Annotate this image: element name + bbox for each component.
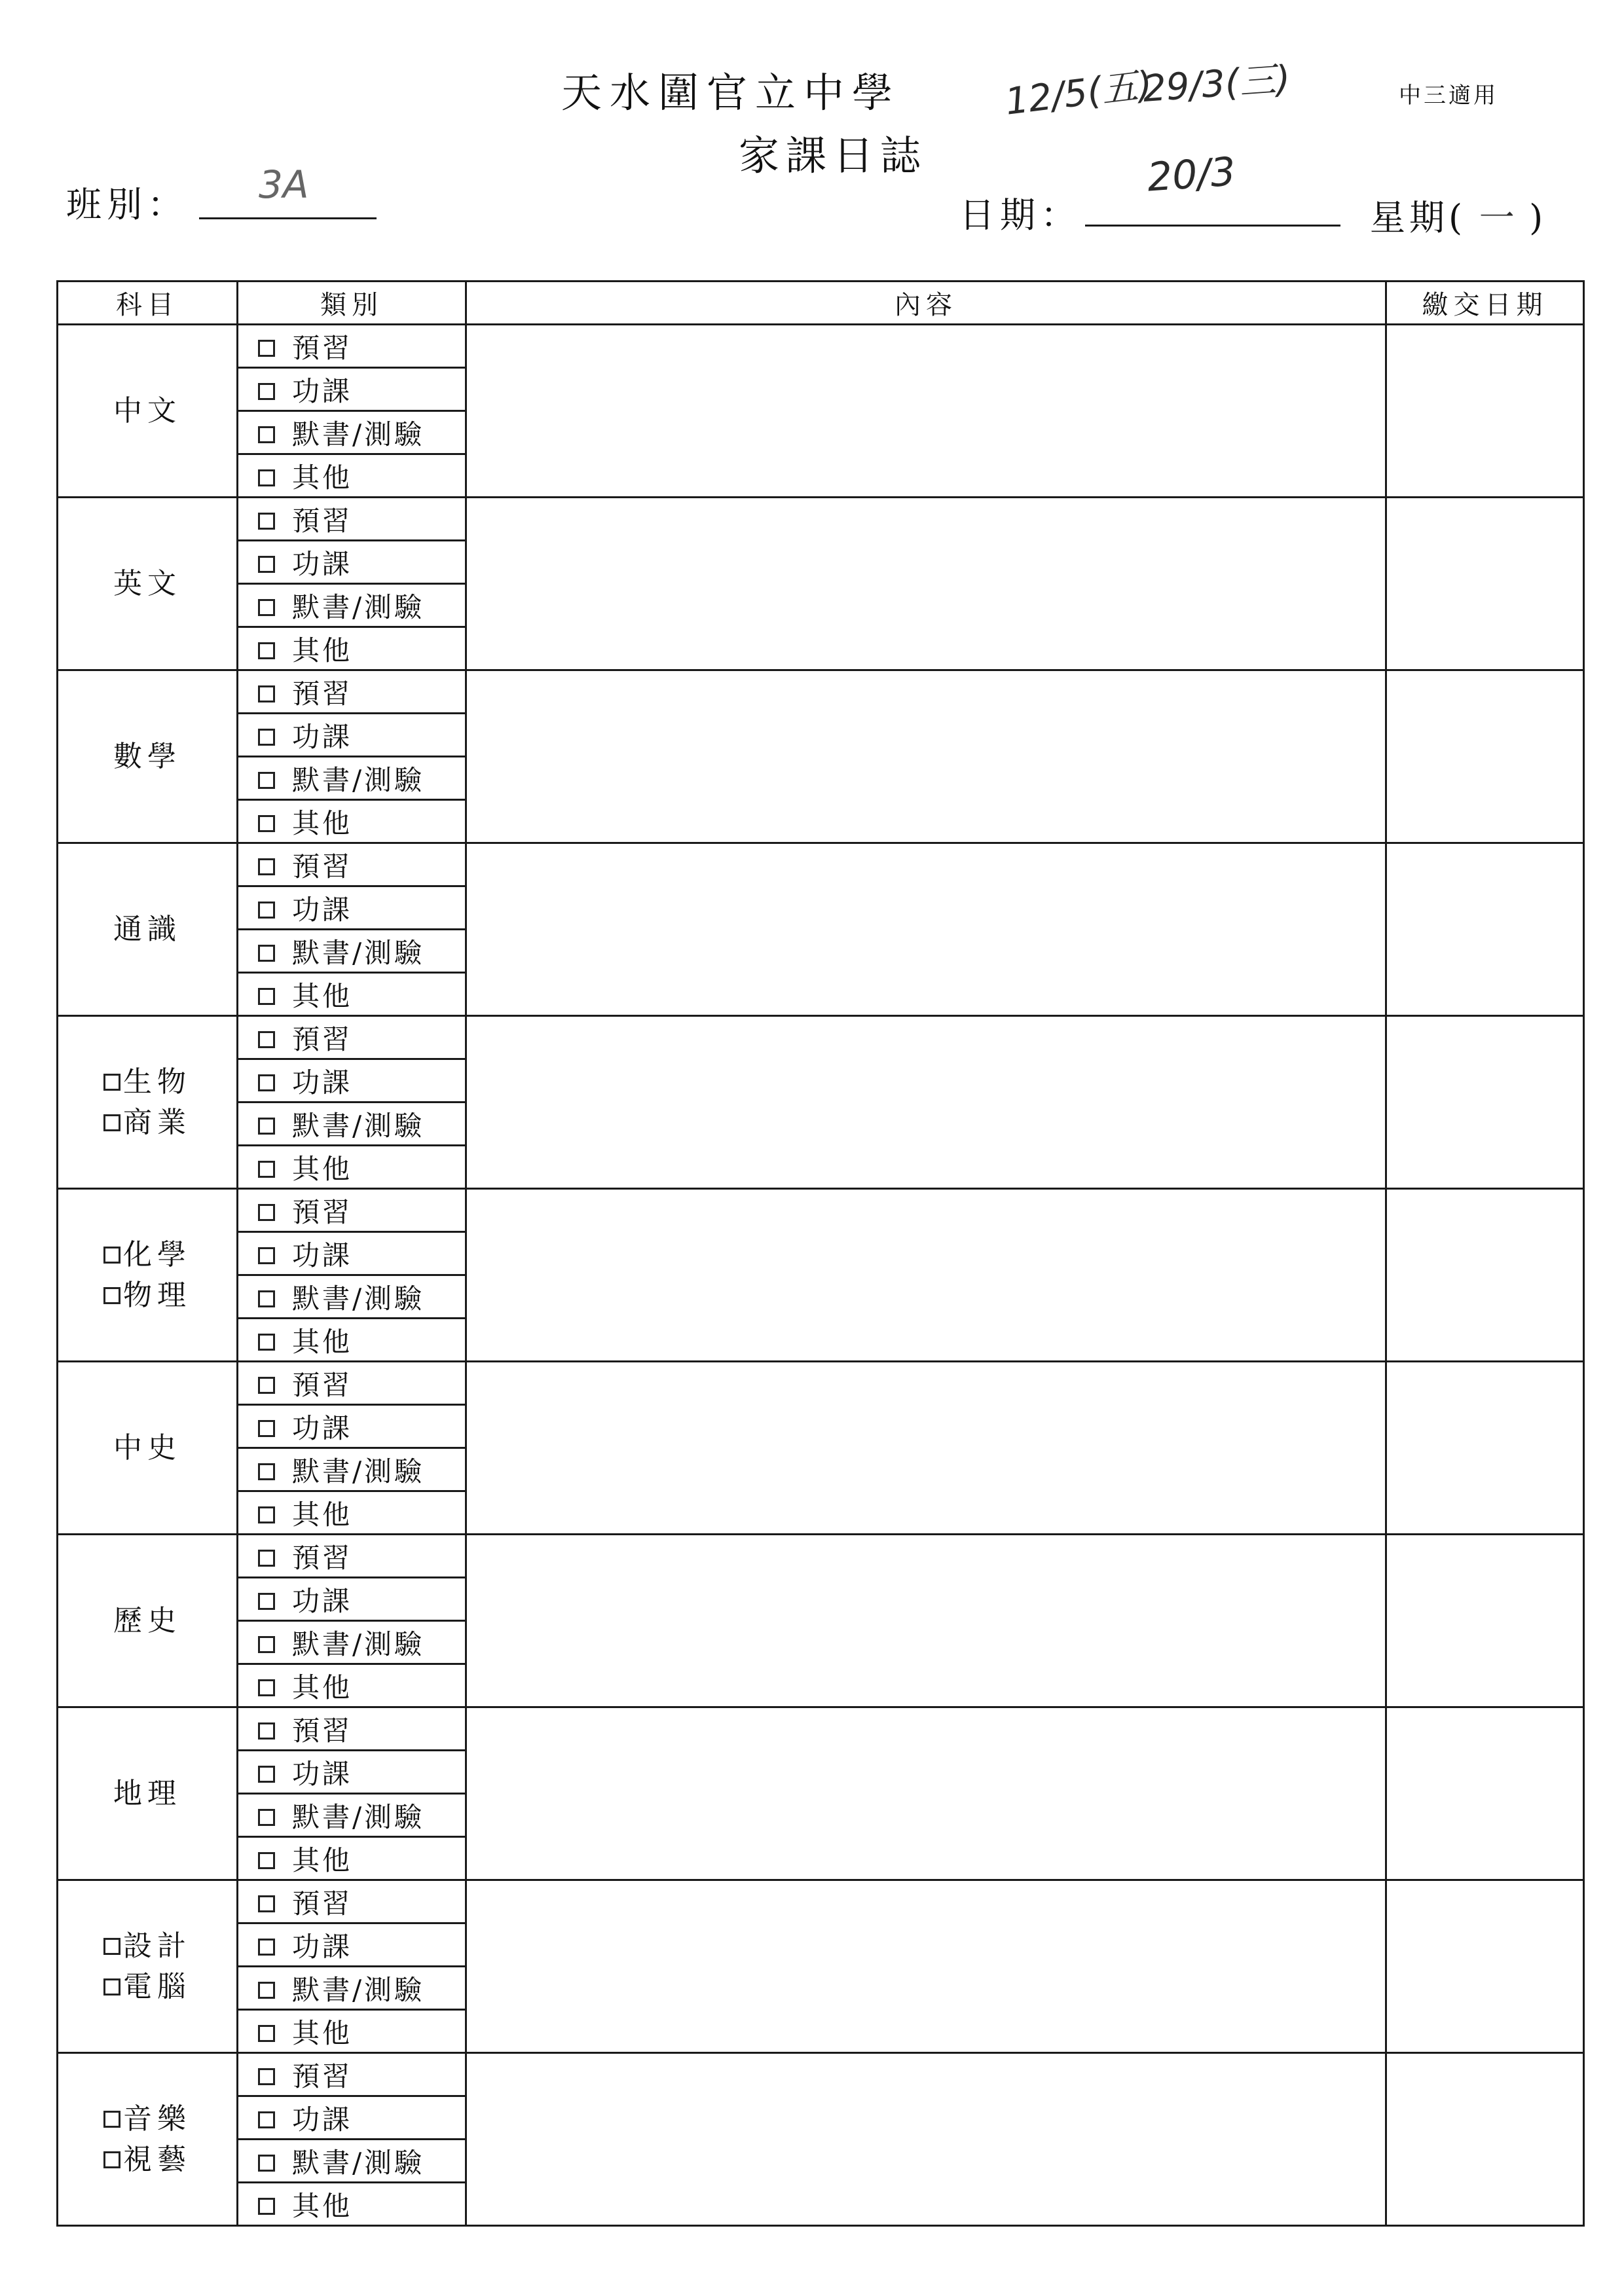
category-cell (238, 1232, 466, 1275)
category-cell (238, 454, 466, 498)
subject-line (58, 1601, 236, 1641)
subject-line (58, 1102, 236, 1143)
subject-cell (58, 1189, 238, 1362)
category-label: 默書/測驗 (292, 1973, 425, 2006)
subject-name: 電腦 (123, 1969, 191, 2003)
table-row (58, 2053, 1584, 2096)
category-checkbox[interactable] (258, 685, 275, 702)
category-cell (238, 1319, 466, 1362)
category-cell (238, 1578, 466, 1621)
subject-checkbox[interactable] (103, 1978, 120, 1995)
category-checkbox[interactable] (258, 1506, 275, 1523)
table-row (58, 1535, 1584, 1578)
category-label: 預習 (292, 677, 353, 710)
subject-line (58, 1235, 236, 1275)
subject-name: 商業 (123, 1105, 191, 1139)
content-cell[interactable] (466, 325, 1386, 498)
subject-cell (58, 325, 238, 498)
table-body (58, 325, 1584, 2226)
handwritten-date-note: 29/3(三) (1141, 58, 1292, 111)
content-cell[interactable] (466, 1707, 1386, 1880)
category-checkbox[interactable] (258, 988, 275, 1005)
category-checkbox[interactable] (258, 1247, 275, 1264)
subject-line (58, 909, 236, 950)
subject-line (58, 1926, 236, 1967)
category-cell (238, 627, 466, 670)
category-checkbox[interactable] (258, 1722, 275, 1740)
category-cell (238, 1794, 466, 1837)
category-cell (238, 2140, 466, 2183)
category-checkbox[interactable] (258, 2155, 275, 2172)
category-cell (238, 973, 466, 1016)
subject-line (58, 1774, 236, 1814)
category-cell (238, 1491, 466, 1535)
subject-line (58, 2140, 236, 2180)
subject-name: 物理 (123, 1278, 191, 1312)
category-label: 其他 (292, 1671, 353, 1704)
category-cell (238, 1535, 466, 1578)
category-cell (238, 800, 466, 843)
header-subject: 科目 (58, 282, 238, 325)
form-title: 家課日誌 (738, 132, 928, 179)
category-label: 功課 (292, 1930, 353, 1963)
category-checkbox[interactable] (258, 1982, 275, 1999)
subject-cell (58, 1707, 238, 1880)
category-cell (238, 843, 466, 886)
table-row (58, 498, 1584, 541)
category-checkbox[interactable] (258, 1766, 275, 1783)
category-checkbox[interactable] (258, 599, 275, 616)
category-cell (238, 325, 466, 368)
due-date-cell[interactable] (1386, 670, 1584, 843)
subject-cell (58, 1016, 238, 1189)
category-label: 預習 (292, 850, 353, 883)
category-cell (238, 1059, 466, 1102)
subject-name: 化學 (123, 1237, 191, 1271)
category-checkbox[interactable] (258, 1593, 275, 1610)
due-date-cell[interactable] (1386, 1362, 1584, 1535)
category-cell (238, 1102, 466, 1146)
category-cell (238, 1664, 466, 1707)
category-cell (238, 2010, 466, 2053)
category-checkbox[interactable] (258, 1636, 275, 1653)
category-label: 其他 (292, 2016, 353, 2049)
subject-name: 數學 (113, 739, 181, 773)
category-checkbox[interactable] (258, 1204, 275, 1221)
subject-cell (58, 1880, 238, 2053)
table-row (58, 843, 1584, 886)
category-checkbox[interactable] (258, 1031, 275, 1048)
applicable-form-note: 中三適用 (1399, 82, 1498, 109)
category-label: 其他 (292, 807, 353, 839)
table-row (58, 1707, 1584, 1751)
category-label: 功課 (292, 374, 353, 407)
subject-cell (58, 2053, 238, 2226)
content-cell[interactable] (466, 1880, 1386, 2053)
category-label: 預習 (292, 1023, 353, 1055)
subject-cell (58, 498, 238, 670)
content-cell[interactable] (466, 2053, 1386, 2226)
category-checkbox[interactable] (258, 1939, 275, 1956)
category-cell (238, 2183, 466, 2226)
category-checkbox[interactable] (258, 426, 275, 443)
table-row (58, 670, 1584, 714)
category-checkbox[interactable] (258, 1895, 275, 1912)
category-cell (238, 1405, 466, 1448)
category-label: 預習 (292, 1541, 353, 1574)
category-cell (238, 1923, 466, 1967)
header-due-date: 繳交日期 (1386, 282, 1584, 325)
category-label: 默書/測驗 (292, 1455, 425, 1487)
subject-checkbox[interactable] (103, 2111, 120, 2128)
category-cell (238, 1362, 466, 1405)
subject-checkbox[interactable] (103, 1938, 120, 1955)
due-date-cell[interactable] (1386, 325, 1584, 498)
due-date-cell[interactable] (1386, 1016, 1584, 1189)
due-date-cell[interactable] (1386, 843, 1584, 1016)
school-name: 天水圍官立中學 (561, 69, 901, 117)
subject-line (58, 1062, 236, 1102)
category-cell (238, 1967, 466, 2010)
header-content: 內容 (466, 282, 1386, 325)
category-label: 預習 (292, 504, 353, 537)
category-checkbox[interactable] (258, 340, 275, 357)
table-row (58, 325, 1584, 368)
category-label: 其他 (292, 1498, 353, 1531)
category-label: 其他 (292, 1152, 353, 1185)
category-label: 功課 (292, 1066, 353, 1099)
category-label: 其他 (292, 461, 353, 494)
table-row (58, 1016, 1584, 1059)
category-checkbox[interactable] (258, 1420, 275, 1437)
category-label: 默書/測驗 (292, 418, 425, 450)
subject-name: 歷史 (113, 1603, 181, 1637)
subject-name: 通識 (113, 912, 181, 946)
category-checkbox[interactable] (258, 1377, 275, 1394)
category-cell (238, 498, 466, 541)
content-cell[interactable] (466, 670, 1386, 843)
subject-line (58, 564, 236, 604)
category-label: 功課 (292, 2103, 353, 2136)
due-date-cell[interactable] (1386, 1189, 1584, 1362)
category-cell (238, 714, 466, 757)
category-cell (238, 1707, 466, 1751)
subject-name: 音樂 (123, 2102, 191, 2136)
category-checkbox[interactable] (258, 902, 275, 919)
category-cell (238, 670, 466, 714)
category-label: 預習 (292, 1714, 353, 1747)
category-label: 預習 (292, 1195, 353, 1228)
due-date-cell[interactable] (1386, 2053, 1584, 2226)
category-checkbox[interactable] (258, 945, 275, 962)
category-cell (238, 1146, 466, 1189)
subject-line (58, 737, 236, 777)
subject-cell (58, 670, 238, 843)
category-label: 功課 (292, 1239, 353, 1271)
header-category: 類別 (238, 282, 466, 325)
homework-diary-table (56, 280, 1585, 2227)
category-checkbox[interactable] (258, 815, 275, 832)
category-cell (238, 886, 466, 930)
category-label: 其他 (292, 2189, 353, 2222)
category-checkbox[interactable] (258, 729, 275, 746)
category-checkbox[interactable] (258, 772, 275, 789)
category-label: 功課 (292, 893, 353, 926)
content-cell[interactable] (466, 1535, 1386, 1707)
date-label: 日期： (959, 194, 1081, 236)
category-label: 其他 (292, 979, 353, 1012)
subject-checkbox[interactable] (103, 1074, 120, 1091)
category-checkbox[interactable] (258, 1334, 275, 1351)
handwritten-date-note: 12/5(五) (1003, 63, 1155, 124)
category-checkbox[interactable] (258, 2198, 275, 2215)
category-label: 功課 (292, 1584, 353, 1617)
category-checkbox[interactable] (258, 2068, 275, 2085)
category-label: 其他 (292, 1325, 353, 1358)
class-value: 3A (259, 162, 309, 207)
subject-name: 設計 (123, 1929, 191, 1963)
category-cell (238, 411, 466, 454)
table-row (58, 1189, 1584, 1232)
content-cell[interactable] (466, 1362, 1386, 1535)
subject-checkbox[interactable] (103, 2151, 120, 2168)
category-label: 預習 (292, 2060, 353, 2092)
subject-line (58, 1967, 236, 2007)
subject-line (58, 391, 236, 431)
category-label: 預習 (292, 1368, 353, 1401)
weekday-label: 星期( (1370, 197, 1467, 238)
category-cell (238, 1448, 466, 1491)
category-checkbox[interactable] (258, 469, 275, 486)
class-field-underline[interactable] (199, 217, 377, 219)
category-checkbox[interactable] (258, 556, 275, 573)
category-label: 默書/測驗 (292, 1109, 425, 1142)
subject-name: 生物 (123, 1065, 191, 1099)
subject-name: 地理 (113, 1776, 181, 1810)
category-label: 功課 (292, 1412, 353, 1444)
category-checkbox[interactable] (258, 1679, 275, 1696)
due-date-cell[interactable] (1386, 1880, 1584, 2053)
category-checkbox[interactable] (258, 1074, 275, 1091)
category-checkbox[interactable] (258, 1852, 275, 1869)
category-checkbox[interactable] (258, 513, 275, 530)
class-label: 班別： (66, 184, 188, 225)
category-label: 默書/測驗 (292, 2146, 425, 2179)
subject-cell (58, 1362, 238, 1535)
category-label: 預習 (292, 331, 353, 364)
category-cell (238, 1837, 466, 1880)
category-cell (238, 1751, 466, 1794)
category-checkbox[interactable] (258, 1809, 275, 1826)
category-cell (238, 930, 466, 973)
category-label: 功課 (292, 1757, 353, 1790)
category-cell (238, 1016, 466, 1059)
subject-name: 中史 (113, 1430, 181, 1465)
category-label: 功課 (292, 720, 353, 753)
category-checkbox[interactable] (258, 858, 275, 875)
category-cell (238, 1275, 466, 1319)
subject-line (58, 1275, 236, 1316)
category-checkbox[interactable] (258, 2025, 275, 2042)
subject-cell (58, 843, 238, 1016)
subject-cell (58, 1535, 238, 1707)
content-cell[interactable] (466, 1016, 1386, 1189)
category-label: 其他 (292, 634, 353, 666)
subject-checkbox[interactable] (103, 1247, 120, 1264)
category-cell (238, 541, 466, 584)
table-row (58, 1880, 1584, 1923)
subject-name: 英文 (113, 566, 181, 600)
subject-line (58, 2099, 236, 2140)
date-value: 20/3 (1145, 149, 1238, 201)
category-cell (238, 1880, 466, 1923)
category-cell (238, 584, 466, 627)
category-checkbox[interactable] (258, 642, 275, 659)
category-cell (238, 2053, 466, 2096)
category-label: 預習 (292, 1887, 353, 1920)
subject-checkbox[interactable] (103, 1114, 120, 1131)
category-checkbox[interactable] (258, 2111, 275, 2128)
category-checkbox[interactable] (258, 1550, 275, 1567)
category-checkbox[interactable] (258, 1118, 275, 1135)
subject-name: 中文 (113, 393, 181, 428)
weekday-value: 一 (1475, 197, 1515, 238)
date-field-underline[interactable] (1085, 225, 1340, 227)
category-cell (238, 1189, 466, 1232)
category-label: 功課 (292, 547, 353, 580)
category-label: 默書/測驗 (292, 591, 425, 623)
category-label: 默書/測驗 (292, 1628, 425, 1660)
category-label: 默書/測驗 (292, 936, 425, 969)
weekday-field (1370, 190, 1547, 240)
due-date-cell[interactable] (1386, 1707, 1584, 1880)
category-cell (238, 1621, 466, 1664)
category-checkbox[interactable] (258, 1463, 275, 1480)
subject-checkbox[interactable] (103, 1287, 120, 1304)
category-cell (238, 2096, 466, 2140)
content-cell[interactable] (466, 843, 1386, 1016)
content-cell[interactable] (466, 498, 1386, 670)
table-row (58, 1362, 1584, 1405)
category-checkbox[interactable] (258, 1290, 275, 1307)
category-label: 默書/測驗 (292, 1282, 425, 1315)
table-header-row (58, 282, 1584, 325)
weekday-close: ) (1529, 197, 1547, 238)
category-cell (238, 368, 466, 411)
subject-name: 視藝 (123, 2142, 191, 2176)
category-checkbox[interactable] (258, 1161, 275, 1178)
category-label: 默書/測驗 (292, 763, 425, 796)
due-date-cell[interactable] (1386, 498, 1584, 670)
category-checkbox[interactable] (258, 383, 275, 400)
subject-line (58, 1428, 236, 1468)
category-label: 默書/測驗 (292, 1800, 425, 1833)
content-cell[interactable] (466, 1189, 1386, 1362)
category-cell (238, 757, 466, 800)
due-date-cell[interactable] (1386, 1535, 1584, 1707)
category-label: 其他 (292, 1844, 353, 1876)
